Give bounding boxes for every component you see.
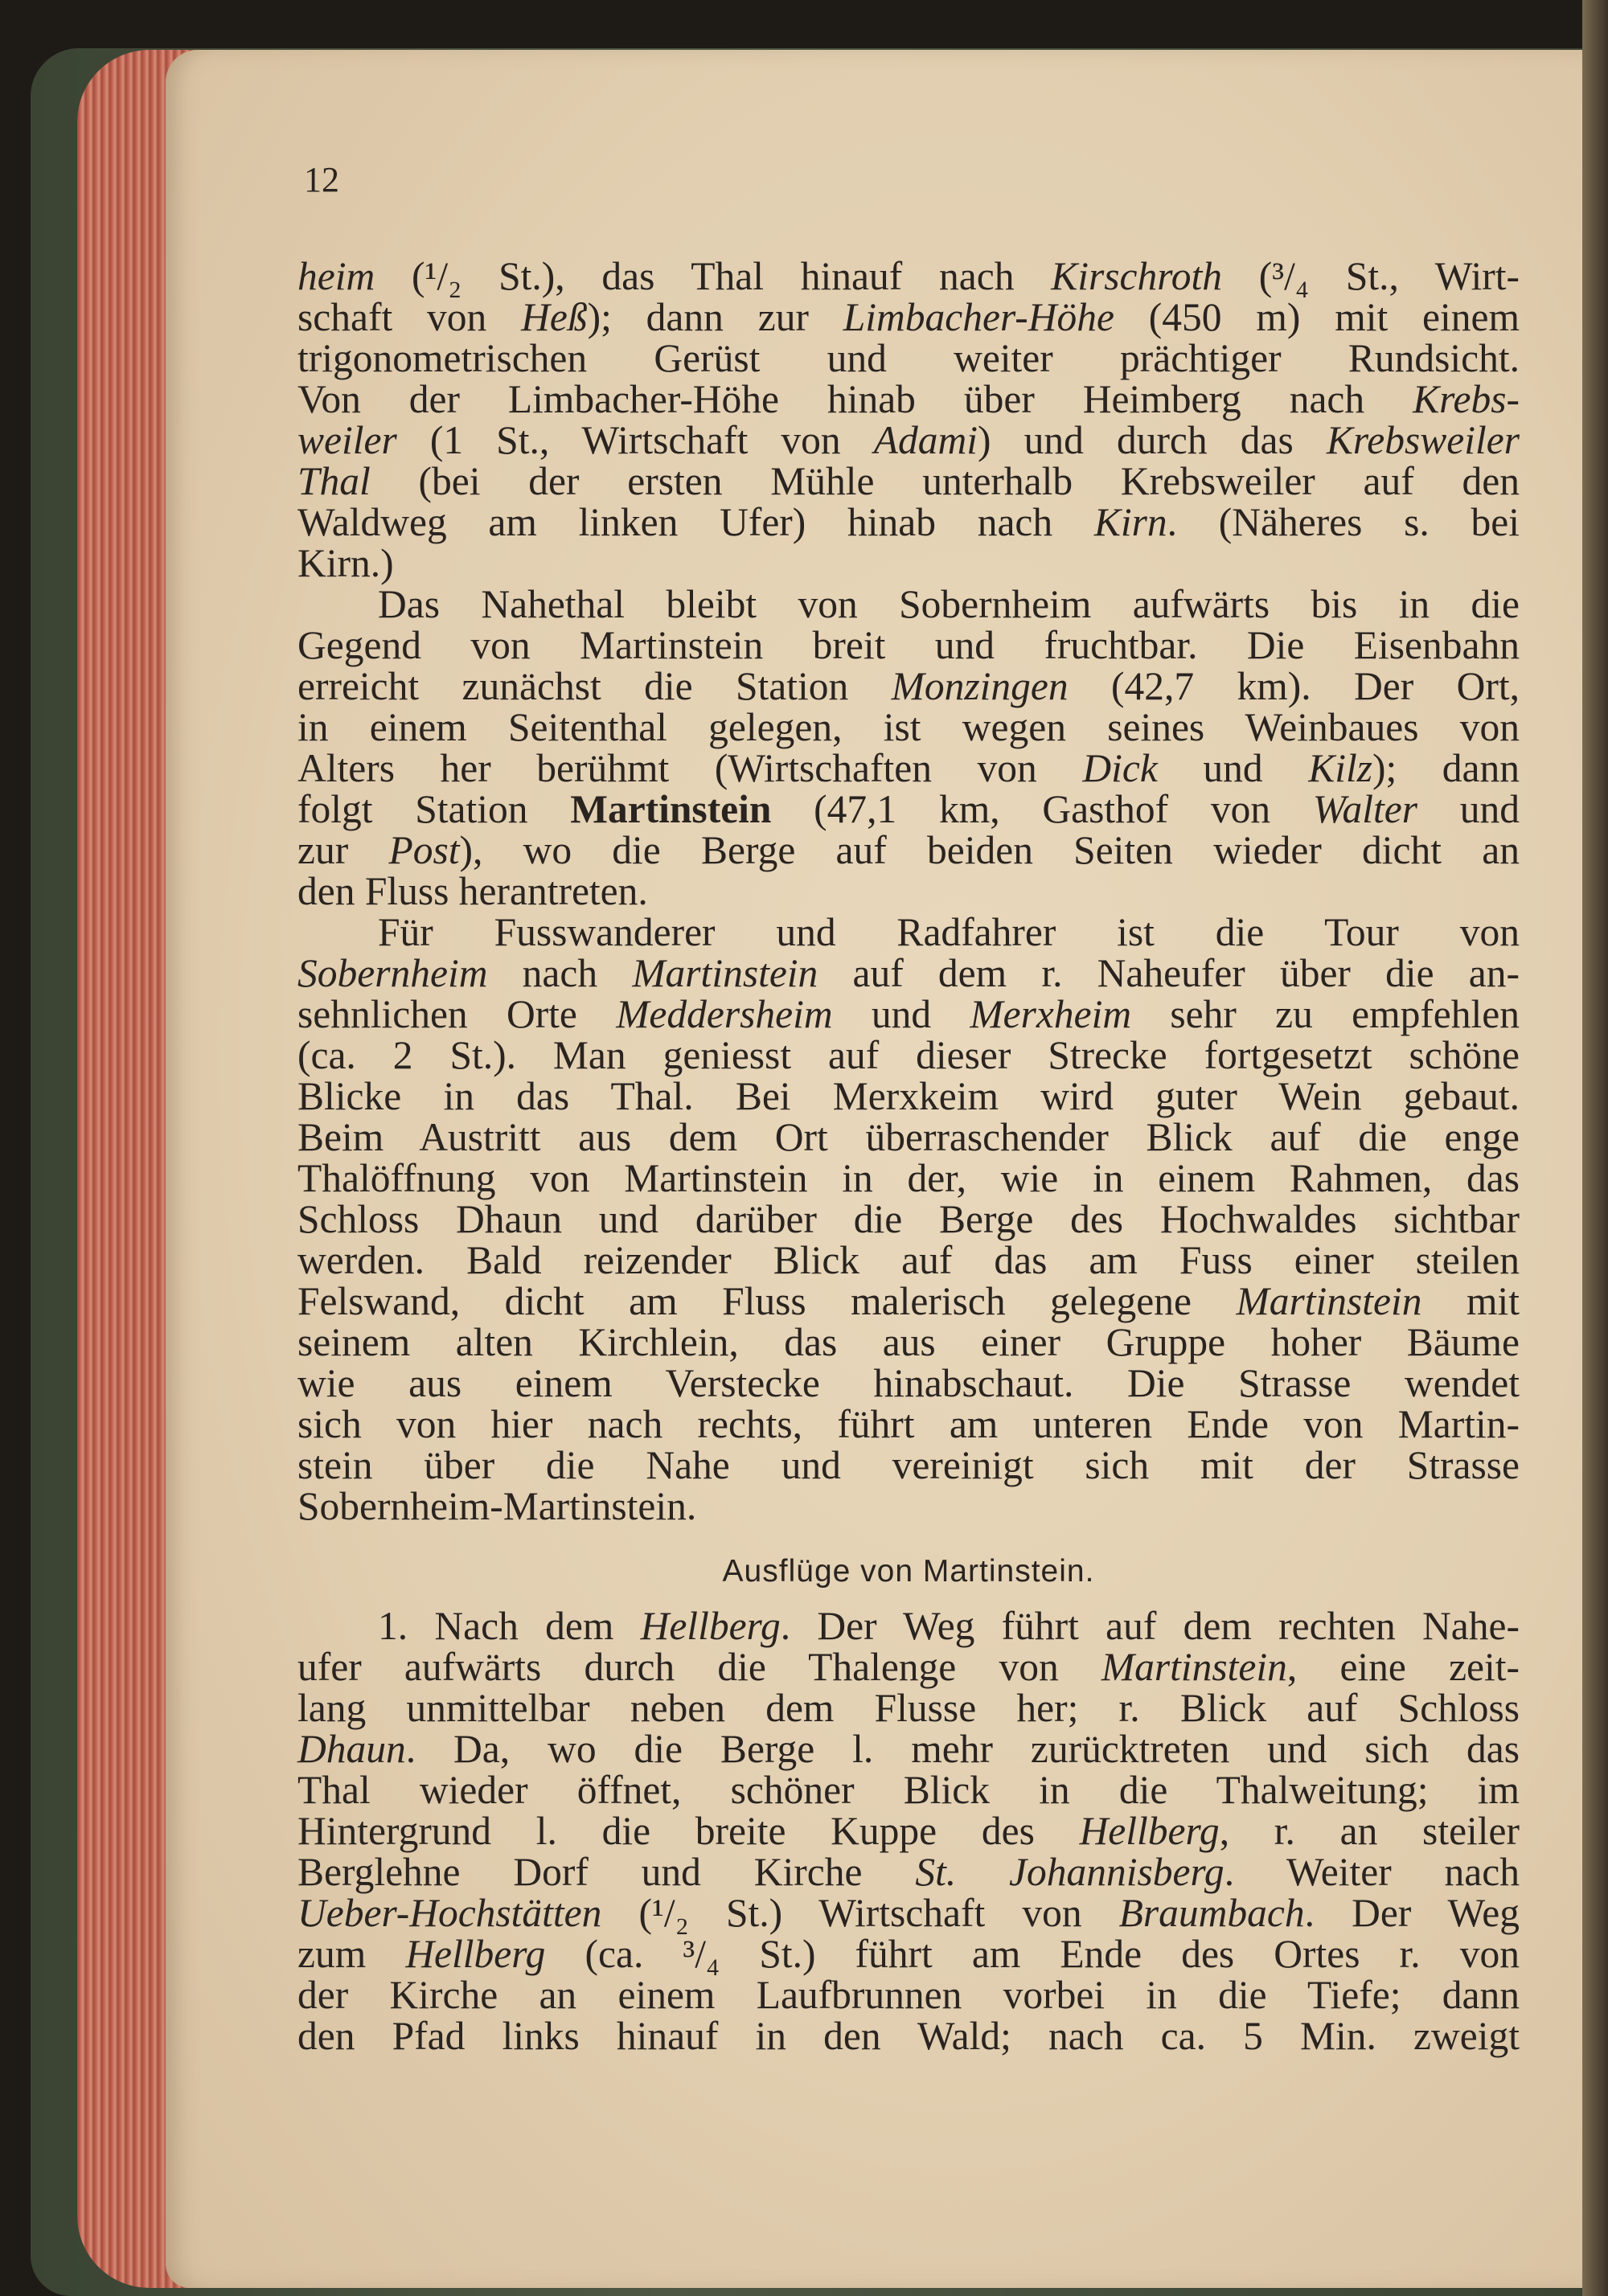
text-line: Sobernheim-Martinstein. bbox=[297, 1484, 697, 1528]
text-line: seinem alten Kirchlein, das aus einer Gruppe hoher Bäume bbox=[297, 1320, 1520, 1364]
text-line: Gegend von Martinstein breit und fruchtbar. Die Eisenbahn bbox=[297, 623, 1520, 667]
text-line: Hintergrund l. die breite Kuppe des Hellberg, r. an steiler bbox=[297, 1809, 1520, 1853]
text-line: weiler (1 St., Wirtschaft von Adami) und durch das Krebsweiler bbox=[297, 418, 1520, 462]
book-spine bbox=[1582, 0, 1608, 2296]
page-text bbox=[297, 256, 1520, 2056]
text-line: heim (¹/₂ St.), das Thal hinauf nach Kirschroth (³/₄ St., Wirt- bbox=[297, 254, 1520, 298]
text-line: Schloss Dhaun und darüber die Berge des Hochwaldes sichtbar bbox=[297, 1197, 1520, 1241]
text-line: Ueber-Hochstätten (¹/₂ St.) Wirtschaft von Braumbach. Der Weg bbox=[297, 1891, 1520, 1935]
text-line: in einem Seitenthal gelegen, ist wegen seines Weinbaues von bbox=[297, 705, 1520, 749]
text-line: Das Nahethal bleibt von Sobernheim aufwärts bis in die bbox=[378, 582, 1520, 626]
page-number: 12 bbox=[304, 160, 339, 199]
text-line: Berglehne Dorf und Kirche St. Johannisberg. Weiter nach bbox=[297, 1850, 1520, 1894]
text-line: zum Hellberg (ca. ³/₄ St.) führt am Ende des Ortes r. von bbox=[297, 1932, 1520, 1976]
text-line: Von der Limbacher-Höhe hinab über Heimberg nach Krebs- bbox=[297, 377, 1520, 421]
text-line: Thal (bei der ersten Mühle unterhalb Krebsweiler auf den bbox=[297, 459, 1520, 503]
text-line: sehnlichen Orte Meddersheim und Merxheim sehr zu empfehlen bbox=[297, 992, 1520, 1036]
text-line: Dhaun. Da, wo die Berge l. mehr zurücktreten und sich das bbox=[297, 1727, 1520, 1771]
text-line: Beim Austritt aus dem Ort überraschender Blick auf die enge bbox=[297, 1115, 1520, 1159]
text-line: den Pfad links hinauf in den Wald; nach ca. 5 Min. zweigt bbox=[297, 2014, 1520, 2058]
text-line: Für Fusswanderer und Radfahrer ist die Tour von bbox=[378, 910, 1520, 954]
text-line: sich von hier nach rechts, führt am unteren Ende von Martin- bbox=[297, 1402, 1520, 1446]
text-line: 1. Nach dem Hellberg. Der Weg führt auf dem rechten Nahe- bbox=[378, 1604, 1520, 1648]
text-line: (ca. 2 St.). Man geniesst auf dieser Strecke fortgesetzt schöne bbox=[297, 1033, 1520, 1077]
text-line: Waldweg am linken Ufer) hinab nach Kirn. (Näheres s. bei bbox=[297, 500, 1520, 544]
text-line: stein über die Nahe und vereinigt sich mit der Strasse bbox=[297, 1443, 1520, 1487]
text-line: Thalöffnung von Martinstein in der, wie in einem Rahmen, das bbox=[297, 1156, 1520, 1200]
text-line: der Kirche an einem Laufbrunnen vorbei in die Tiefe; dann bbox=[297, 1973, 1520, 2017]
text-line: werden. Bald reizender Blick auf das am Fuss einer steilen bbox=[297, 1238, 1520, 1282]
text-line: trigonometrischen Gerüst und weiter prächtiger Rundsicht. bbox=[297, 336, 1520, 380]
section-heading: Ausflüge von Martinstein. bbox=[722, 1554, 1095, 1589]
text-line: folgt Station Martinstein (47,1 km, Gasthof von Walter und bbox=[297, 787, 1520, 831]
text-line: zur Post), wo die Berge auf beiden Seiten wieder dicht an bbox=[297, 828, 1520, 872]
text-line: erreicht zunächst die Station Monzingen (42,7 km). Der Ort, bbox=[297, 664, 1520, 708]
text-line: Thal wieder öffnet, schöner Blick in die Thalweitung; im bbox=[297, 1768, 1520, 1812]
text-line: Alters her berühmt (Wirtschaften von Dick und Kilz); dann bbox=[297, 746, 1520, 790]
text-line: schaft von Heß); dann zur Limbacher-Höhe (450 m) mit einem bbox=[297, 295, 1520, 339]
text-line: wie aus einem Verstecke hinabschaut. Die Strasse wendet bbox=[297, 1361, 1520, 1405]
text-line: den Fluss herantreten. bbox=[297, 869, 648, 913]
text-line: Kirn.) bbox=[297, 541, 394, 585]
text-line: Blicke in das Thal. Bei Merxkeim wird guter Wein gebaut. bbox=[297, 1074, 1520, 1118]
text-line: ufer aufwärts durch die Thalenge von Martinstein, eine zeit- bbox=[297, 1645, 1520, 1689]
text-line: Felswand, dicht am Fluss malerisch gelegene Martinstein mit bbox=[297, 1279, 1520, 1323]
text-line: lang unmittelbar neben dem Flusse her; r. Blick auf Schloss bbox=[297, 1686, 1520, 1730]
text-line: Sobernheim nach Martinstein auf dem r. Naheufer über die an- bbox=[297, 951, 1520, 995]
